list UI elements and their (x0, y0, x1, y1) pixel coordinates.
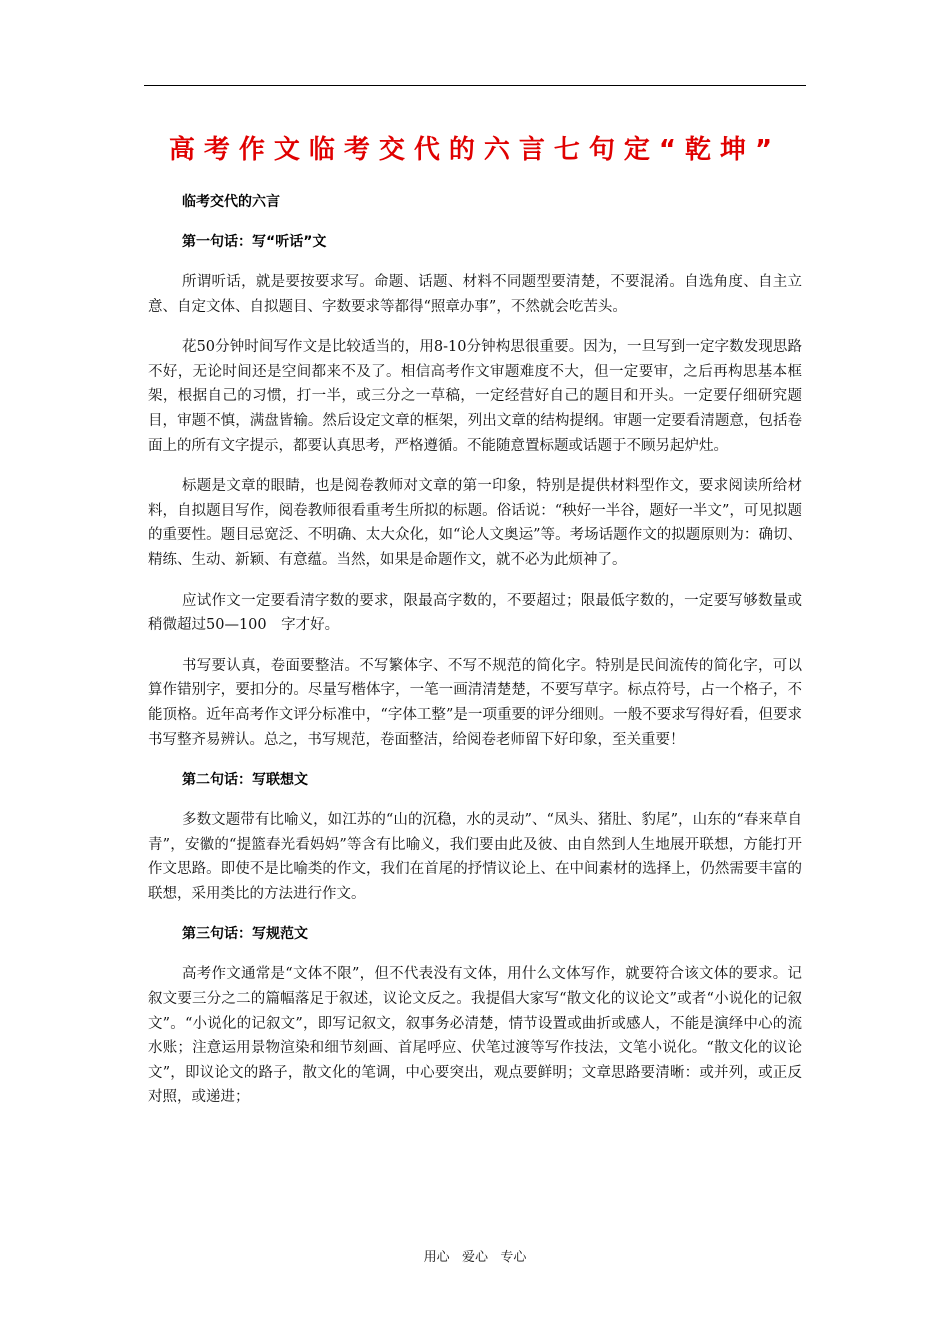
section-1-heading: 第一句话：写“听话”文 (182, 234, 327, 250)
document-title: 高考作文临考交代的六言七句定“乾坤” (168, 135, 782, 165)
section-2-heading: 第二句话：写联想文 (182, 772, 308, 789)
intro-heading: 临考交代的六言 (182, 194, 280, 210)
section-2-paragraph-1: 多数文题带有比喻义，如江苏的“山的沉稳，水的灵动”、“凤头、猪肚、豹尾”，山东的“春来草自青”，安徽的“提篮春光看妈妈”等含有比喻义，我们要由此及彼、由自然到人生地展开联想，方能打开作文思路。即使不是比喻类的作文，我们在首尾的抒情议论上、在中间素材的选择上，仍然需要丰富的联想，采用类比的方法进行作文。 (148, 812, 802, 902)
section-1-paragraph-4: 应试作文一定要看清字数的要求，限最高字数的，不要超过；限最低字数的，一定要写够数量或稍微超过50—100 字才好。 (148, 592, 802, 634)
section-1-paragraph-3: 标题是文章的眼睛，也是阅卷教师对文章的第一印象，特别是提供材料型作文，要求阅读所给材料，自拟题目写作，阅卷教师很看重考生所拟的标题。俗话说：“秧好一半谷，题好一半文”，可见拟题的重要性。题目忌宽泛、不明确、太大众化，如“论人文奥运”等。考场话题作文的拟题原则为：确切、精练、生动、新颖、有意蕴。当然，如果是命题作文，就不必为此烦神了。 (148, 478, 802, 568)
section-3-paragraph-1: 高考作文通常是“文体不限”，但不代表没有文体，用什么文体写作，就要符合该文体的要求。记叙文要三分之二的篇幅落足于叙述，议论文反之。我提倡大家写“散文化的议论文”或者“小说化的记叙文”。“小说化的记叙文”，即写记叙文，叙事务必清楚，情节设置或曲折或感人，不能是演绎中心的流水账；注意运用景物渲染和细节刻画、首尾呼应、伏笔过渡等写作技法，文笔小说化。“散文化的议论文”，即议论文的路子，散文化的笔调，中心要突出，观点要鲜明；文章思路要清晰：或并列，或正反对照，或递进； (148, 966, 802, 1106)
page-footer: 用心 爱心 专心 (423, 1250, 527, 1265)
section-3-heading: 第三句话：写规范文 (182, 926, 308, 943)
document-body (148, 190, 802, 1126)
section-1-paragraph-2: 花50分钟时间写作文是比较适当的，用8-10分钟构思很重要。因为，一旦写到一定字数发现思路不好，无论时间还是空间都来不及了。相信高考作文审题难度不大，但一定要审，之后再构思基本框架，根据自己的习惯，打一半，或三分之一草稿，一定经营好自己的题目和开头。一定要仔细研究题目，审题不慎，满盘皆输。然后设定文章的框架，列出文章的结构提纲。审题一定要看清题意，包括卷面上的所有文字提示，都要认真思考，严格遵循。不能随意置标题或话题于不顾另起炉灶。 (148, 339, 802, 454)
header-rule (144, 85, 806, 86)
section-1-paragraph-5: 书写要认真，卷面要整洁。不写繁体字、不写不规范的简化字。特别是民间流传的简化字，可以算作错别字，要扣分的。尽量写楷体字，一笔一画清清楚楚，不要写草字。标点符号，占一个格子，不能顶格。近年高考作文评分标准中，“字体工整”是一项重要的评分细则。一般不要求写得好看，但要求书写整齐易辨认。总之，书写规范，卷面整洁，给阅卷老师留下好印象，至关重要！ (148, 657, 802, 748)
section-1-paragraph-1: 所谓听话，就是要按要求写。命题、话题、材料不同题型要清楚，不要混淆。自选角度、自主立意、自定文体、自拟题目、字数要求等都得“照章办事”，不然就会吃苦头。 (148, 274, 802, 315)
